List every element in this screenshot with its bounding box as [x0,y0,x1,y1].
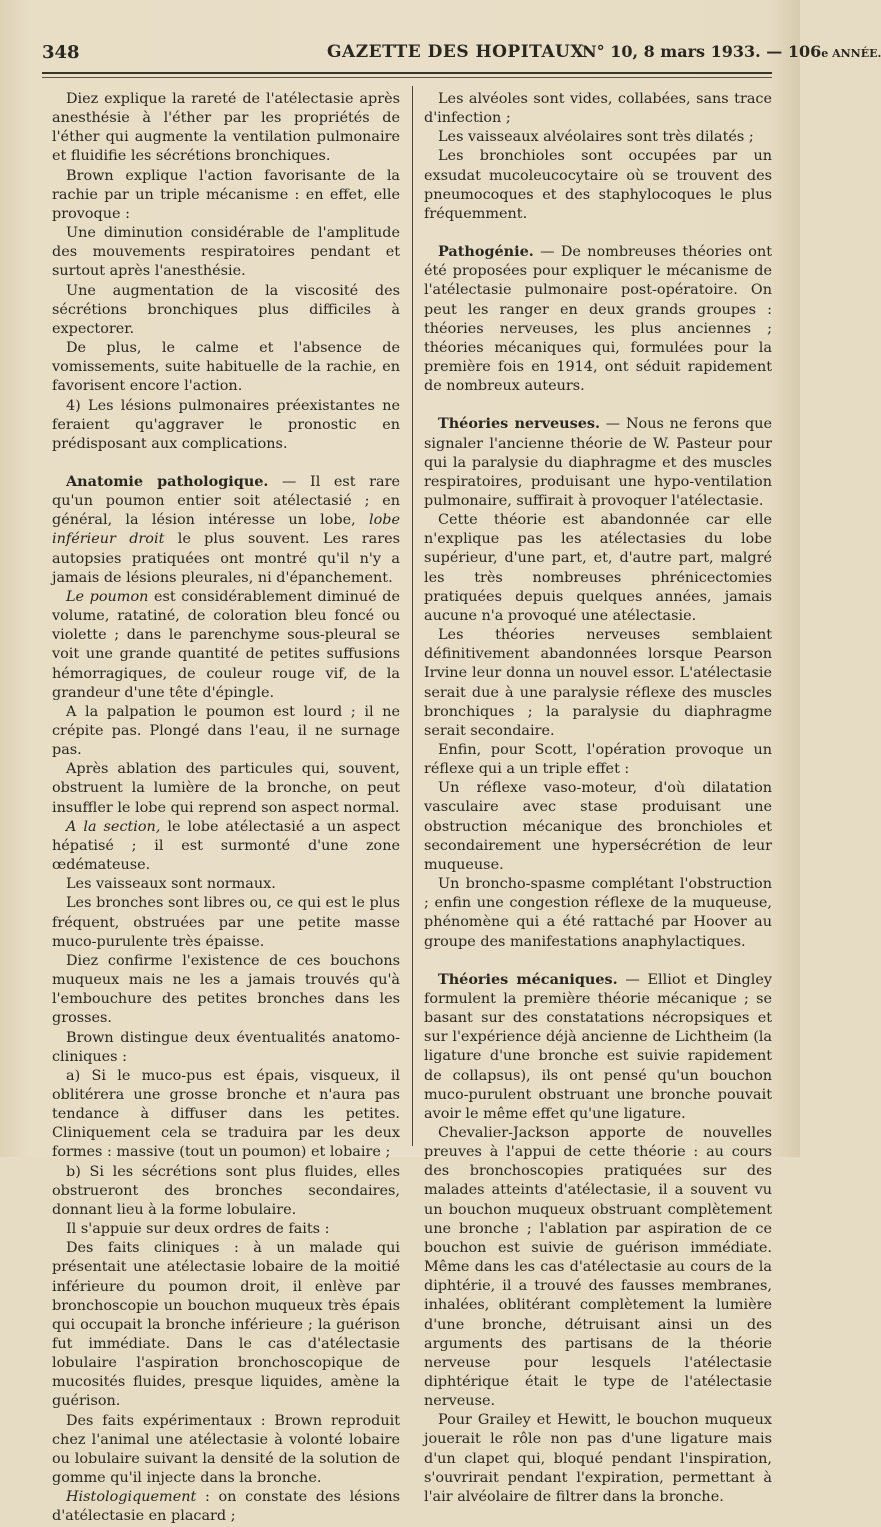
issue-suffix: e ANNÉE. [821,47,881,60]
paragraph [52,1067,400,1163]
paragraph-text: — Il est rare qu'un poumon entier soit atélectasié ; en général, la lésion intéresse un lobe, [52,473,401,529]
paragraph [52,339,400,396]
paragraph-text: Diez explique la rareté de l'atélectasie après anesthésie à l'éther par les propriétés de l'éther qui augmente la ventilation pulmonaire et fluidifie les sécrétions bronchiques. [52,91,400,165]
paragraph-text: Les bronchioles sont occupées par un exsudat mucoleucocytaire où se trouvent des pneumocoques et des staphylocoques le plus fréquemment. [424,148,772,222]
paragraph [52,90,400,167]
section-heading: Anatomie pathologique. [66,472,269,490]
paragraph [52,818,400,875]
paragraph-text: A la palpation le poumon est lourd ; il ne crépite pas. Plongé dans l'eau, il ne surnage pas. [52,703,400,759]
paragraph-text: le lobe atélectasié a un aspect hépatisé ; il est surmonté d'une zone œdémateuse. [52,818,401,874]
paragraph-text: Pour Grailey et Hewitt, le bouchon muqueux jouerait le rôle non pas d'une ligature mais d'un clapet qui, bloqué pendant l'inspiration, s'ouvrirait pendant l'expiration, permettant à l'air alvéolaire de filtrer dans la bronche. [424,1412,772,1505]
paragraph-text: — Nous ne ferons que signaler l'ancienne théorie de W. Pasteur pour qui la paralysie du diaphragme et des muscles respiratoires, produisant une hypo-ventilation pulmonaire, suffirait à provoquer l'atélectasie. [424,416,772,509]
paragraph [52,224,400,281]
paragraph [424,511,772,626]
issue-text: N° 10, 8 mars 1933. — 106 [582,42,822,61]
section-paragraph [52,472,400,588]
section-heading: Théories mécaniques. [438,970,618,988]
paragraph [424,147,772,224]
paragraph [52,167,400,224]
right-column [424,90,772,1507]
section-paragraph [424,414,772,511]
paragraph [52,875,400,894]
paragraph-text: a) Si le muco-pus est épais, visqueux, il oblitérera une grosse bronche et n'aura pas tendance à diffuser dans les petites. Cliniquement cela se traduira par les deux formes : massive (tout un poumon) et lobaire ; [52,1067,400,1161]
section-heading: Pathogénie. [438,243,534,261]
paragraph [52,760,400,817]
paragraph-text: Des faits cliniques : à un malade qui présentait une atélectasie lobaire de la moitié inférieure du poumon droit, il enlève par bronchoscopie un bouchon muqueux très épais qui occupait la bronche inférieure ; la guérison fut immédiate. Dans le cas d'atélectasie lobulaire l'aspiration bronchoscopique de mucosités fluides, presque liquides, amène la guérison. [52,1240,400,1410]
paragraph-text: Chevalier-Jackson apporte de nouvelles preuves à l'appui de cette théorie : au cours des bronchoscopies pratiquées sur des malades atteints d'atélectasie, il a souvent vu un bouchon muqueux obstruant complètement une bronche ; l'ablation par aspiration de ce bouchon est suivie de guérison immédiate. Même dans les cas d'atélectasie au cours de la diphtérie, il a trouvé des fausses membranes, inhalées, oblitérant complètement la lumière d'une bronche, détruisant ainsi un des arguments des partisans de la théorie nerveuse pour lesquels l'atélectasie diphtérique était le type de l'atélectasie nerveuse. [424,1124,772,1410]
paragraph-text: : on constate des lésions d'atélectasie en placard ; [52,1489,400,1525]
paragraph-text: 4) Les lésions pulmonaires préexistantes ne feraient qu'aggraver le pronostic en prédisposant aux complications. [52,397,400,452]
section-heading: Théories nerveuses. [438,415,600,433]
paragraph [424,1411,772,1507]
paragraph [52,1220,400,1239]
paragraph-text: Cette théorie est abandonnée car elle n'explique pas les atélectasies du lobe supérieur, d'une part, et, d'autre part, malgré les très nombreuses phrénicectomies pratiquées depuis quelques années, jamais aucune n'a provoqué une atélectasie. [424,512,772,624]
page-number: 348 [42,42,80,63]
paragraph-text: Les vaisseaux sont normaux. [66,876,276,893]
paragraph [52,1488,400,1526]
paragraph-text: est considérablement diminué de volume, ratatiné, de coloration bleu foncé ou violette ; dans le parenchyme sous-pleural se voit une grande quantité de petites suffusions hémorragiques, de couleur rouge vif, de la grandeur d'une tête d'épingle. [52,588,400,701]
paragraph [52,703,400,760]
header-rule-thick [42,72,772,74]
paragraph-text: le plus souvent. Les rares autopsies pratiquées ont montré qu'il n'y a jamais de lésions pleurales, ni d'épanchement. [52,531,400,586]
paragraph [424,779,772,875]
paragraph-text: Il s'appuie sur deux ordres de faits : [66,1221,330,1238]
paragraph-text: Après ablation des particules qui, souvent, obstruent la lumière de la bronche, on peut insuffler le lobe qui reprend son aspect normal. [52,761,400,816]
paragraph-text: De plus, le calme et l'absence de vomissements, suite habituelle de la rachie, en favorisent encore l'action. [52,340,400,395]
italic-text: lobe inférieur droit [52,512,400,548]
italic-lead: Histologiquement [66,1489,197,1506]
italic-lead: Le poumon [66,588,149,605]
paragraph [52,1239,400,1411]
paragraph [424,626,772,741]
paragraph-text: Un réflexe vaso-moteur, d'où dilatation vasculaire avec stase produisant une obstruction mécanique des bronchioles et secondairement une hypersécrétion de leur muqueuse. [424,780,772,873]
paragraph [424,128,772,147]
paragraph [424,741,772,779]
header-rule-thin [42,77,772,78]
paragraph-text: — De nombreuses théories ont été proposées pour expliquer le mécanisme de l'atélectasie pulmonaire post-opératoire. On peut les ranger en deux grands groupes : théories nerveuses, les plus anciennes ; théories mécaniques qui, formulées pour la première fois en 1914, ont séduit rapidement de nombreux auteurs. [424,244,772,395]
paragraph [52,952,400,1029]
paragraph-text: Enfin, pour Scott, l'opération provoque un réflexe qui a un triple effet : [424,742,772,778]
paragraph-text: Diez confirme l'existence de ces bouchons muqueux mais ne les a jamais trouvés qu'à l'embouchure des petites bronches dans les grosses. [52,952,400,1027]
paragraph [52,588,400,703]
page-header [42,40,881,64]
section-paragraph [424,242,772,396]
paragraph [52,397,400,454]
paragraph-text: Brown distingue deux éventualités anatomo-cliniques : [52,1029,400,1065]
paragraph-text: Les vaisseaux alvéolaires sont très dilatés ; [438,129,754,146]
paragraph-text: b) Si les sécrétions sont plus fluides, elles obstrueront des bronches secondaires, donnant lieu à la forme lobulaire. [52,1163,400,1218]
section-paragraph [424,970,772,1124]
paragraph-text: Une augmentation de la viscosité des sécrétions bronchiques plus difficiles à expectorer. [52,282,400,337]
paragraph [424,1124,772,1411]
paragraph-text: Un broncho-spasme complétant l'obstruction ; enfin une congestion réflexe de la muqueuse, phénomène qui a été rattaché par Hoover au groupe des manifestations anaphylactiques. [424,876,772,950]
paragraph-text: — Elliot et Dingley formulent la première théorie mécanique ; se basant sur des constatations nécropsiques et sur l'expérience déjà ancienne de Lichtheim (la ligature d'une bronche est suivie rapidement de collapsus), ils ont pensé qu'un bouchon muco-purulent obstruant une bronche pouvait avoir le même effet qu'une ligature. [424,971,772,1122]
paragraph-text: Brown explique l'action favorisante de la rachie par un triple mécanisme : en effet, elle provoque : [52,167,400,222]
left-column [52,90,400,1527]
paragraph-text: Les alvéoles sont vides, collabées, sans trace d'infection ; [424,91,772,127]
paragraph-text: Les bronches sont libres ou, ce qui est le plus fréquent, obstruées par une petite masse muco-purulente très épaisse. [52,895,400,950]
italic-lead: A la section, [66,818,161,835]
paragraph [424,90,772,128]
paragraph [52,1412,400,1489]
paragraph [52,1029,400,1067]
paragraph-text: Les théories nerveuses semblaient définitivement abandonnées lorsque Pearson Irvine leur donna un nouvel essor. L'atélectasie serait due à une paralysie réflexe des muscles bronchiques ; la paralysie du diaphragme serait secondaire. [424,627,772,739]
paragraph [52,282,400,339]
paragraph [52,894,400,951]
paragraph [52,1163,400,1220]
journal-title: GAZETTE DES HOPITAUX [327,42,585,62]
paragraph [424,875,772,952]
paragraph-text: Des faits expérimentaux : Brown reproduit chez l'animal une atélectasie à volonté lobaire ou lobulaire suivant la densité de la solution de gomme qu'il injecte dans la bronche. [52,1412,400,1487]
issue-line [582,42,881,61]
paragraph-text: Une diminution considérable de l'amplitude des mouvements respiratoires pendant et surtout après l'anesthésie. [52,225,400,280]
column-divider [412,86,413,1146]
